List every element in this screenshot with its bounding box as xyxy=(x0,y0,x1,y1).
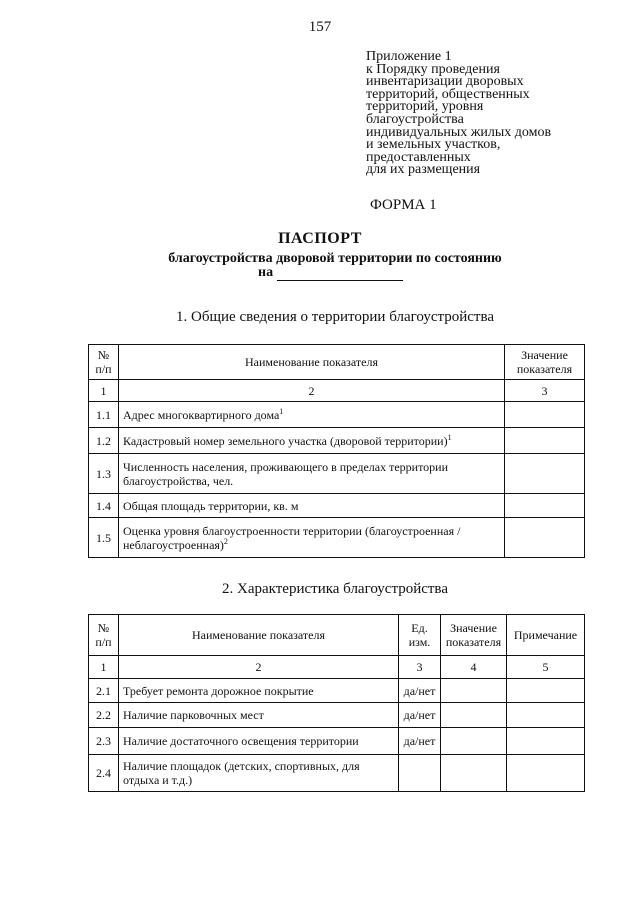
row-unit xyxy=(399,755,441,792)
row-num: 2.4 xyxy=(89,755,119,792)
index-cell: 2 xyxy=(119,656,399,679)
row-num: 1.5 xyxy=(89,518,119,558)
footnote-mark: 1 xyxy=(447,432,452,442)
row-value[interactable] xyxy=(441,703,507,728)
date-blank-field[interactable] xyxy=(277,268,403,281)
index-cell: 3 xyxy=(399,656,441,679)
table-header-row xyxy=(89,345,585,380)
appendix-line: инвентаризации дворовых xyxy=(366,74,524,90)
table-row xyxy=(89,679,585,703)
row-name xyxy=(119,518,505,558)
table-row xyxy=(89,728,585,755)
table-index-row xyxy=(89,380,585,402)
footnote-mark: 2 xyxy=(223,536,228,546)
row-num: 1.3 xyxy=(89,454,119,494)
appendix-line: предоставленных xyxy=(366,149,471,165)
header-note: Примечание xyxy=(507,615,585,656)
general-info-table xyxy=(88,344,585,558)
table-row xyxy=(89,402,585,428)
row-num: 2.1 xyxy=(89,679,119,703)
index-cell: 3 xyxy=(505,380,585,402)
row-num: 2.3 xyxy=(89,728,119,755)
appendix-line: индивидуальных жилых домов xyxy=(366,124,552,140)
row-name-text: Адрес многоквартирного дома xyxy=(123,407,280,422)
appendix-line: и земельных участков, xyxy=(366,137,501,153)
row-value[interactable] xyxy=(505,494,585,518)
passport-date-prefix: на xyxy=(258,265,274,280)
row-name: Требует ремонта дорожное покрытие xyxy=(119,679,399,703)
row-name xyxy=(119,428,505,454)
header-num: № п/п xyxy=(89,345,119,380)
row-name-text: Кадастровый номер земельного участка (дворовой территории) xyxy=(123,433,448,448)
row-name-text: Оценка уровня благоустроенности территории (благоустроенная / неблагоустроенная) xyxy=(123,523,461,552)
appendix-line: для их размещения xyxy=(366,162,481,178)
table-header-row xyxy=(89,615,585,656)
row-value[interactable] xyxy=(441,728,507,755)
row-value[interactable] xyxy=(441,679,507,703)
row-name-text: Численность населения, проживающего в пределах территории благоустройства, чел. xyxy=(123,459,449,488)
table-row xyxy=(89,428,585,454)
row-name: Наличие достаточного освещения территории xyxy=(119,728,399,755)
index-cell: 5 xyxy=(507,656,585,679)
row-name-text: Общая площадь территории, кв. м xyxy=(123,498,299,513)
section1-title: 1. Общие сведения о территории благоустройства xyxy=(176,309,494,325)
row-name: Наличие площадок (детских, спортивных, для отдыха и т.д.) xyxy=(119,755,399,792)
row-note[interactable] xyxy=(507,755,585,792)
row-unit: да/нет xyxy=(399,679,441,703)
form-label: ФОРМА 1 xyxy=(370,197,437,213)
header-name: Наименование показателя xyxy=(119,615,399,656)
index-cell: 1 xyxy=(89,380,119,402)
section2-title: 2. Характеристика благоустройства xyxy=(222,581,448,597)
table-row xyxy=(89,703,585,728)
row-name xyxy=(119,494,505,518)
footnote-mark: 1 xyxy=(279,406,284,416)
passport-subtitle: благоустройства дворовой территории по состоянию xyxy=(168,251,502,266)
header-value: Значение показателя xyxy=(441,615,507,656)
row-note[interactable] xyxy=(507,703,585,728)
row-unit: да/нет xyxy=(399,728,441,755)
table-index-row xyxy=(89,656,585,679)
appendix-block xyxy=(366,51,551,177)
passport-title: ПАСПОРТ xyxy=(278,230,362,247)
table-row xyxy=(89,494,585,518)
appendix-line: территорий, общественных xyxy=(366,86,530,102)
table-row xyxy=(89,454,585,494)
row-value[interactable] xyxy=(441,755,507,792)
table-row xyxy=(89,518,585,558)
row-num: 2.2 xyxy=(89,703,119,728)
characteristics-table xyxy=(88,614,585,792)
appendix-line: территорий, уровня xyxy=(366,99,484,115)
row-num: 1.2 xyxy=(89,428,119,454)
passport-date-line xyxy=(258,265,403,281)
header-value: Значение показателя xyxy=(505,345,585,380)
row-note[interactable] xyxy=(507,679,585,703)
index-cell: 1 xyxy=(89,656,119,679)
appendix-line: Приложение 1 xyxy=(366,49,452,64)
row-note[interactable] xyxy=(507,728,585,755)
row-name: Наличие парковочных мест xyxy=(119,703,399,728)
header-unit: Ед. изм. xyxy=(399,615,441,656)
page-number: 157 xyxy=(308,19,332,35)
row-value[interactable] xyxy=(505,402,585,428)
header-num: № п/п xyxy=(89,615,119,656)
appendix-line: благоустройства xyxy=(366,111,464,127)
header-name: Наименование показателя xyxy=(119,345,505,380)
appendix-line: к Порядку проведения xyxy=(366,61,500,77)
row-name xyxy=(119,402,505,428)
row-name xyxy=(119,454,505,494)
row-unit: да/нет xyxy=(399,703,441,728)
row-value[interactable] xyxy=(505,428,585,454)
row-value[interactable] xyxy=(505,454,585,494)
table-row xyxy=(89,755,585,792)
row-num: 1.1 xyxy=(89,402,119,428)
index-cell: 4 xyxy=(441,656,507,679)
row-value[interactable] xyxy=(505,518,585,558)
index-cell: 2 xyxy=(119,380,505,402)
row-num: 1.4 xyxy=(89,494,119,518)
